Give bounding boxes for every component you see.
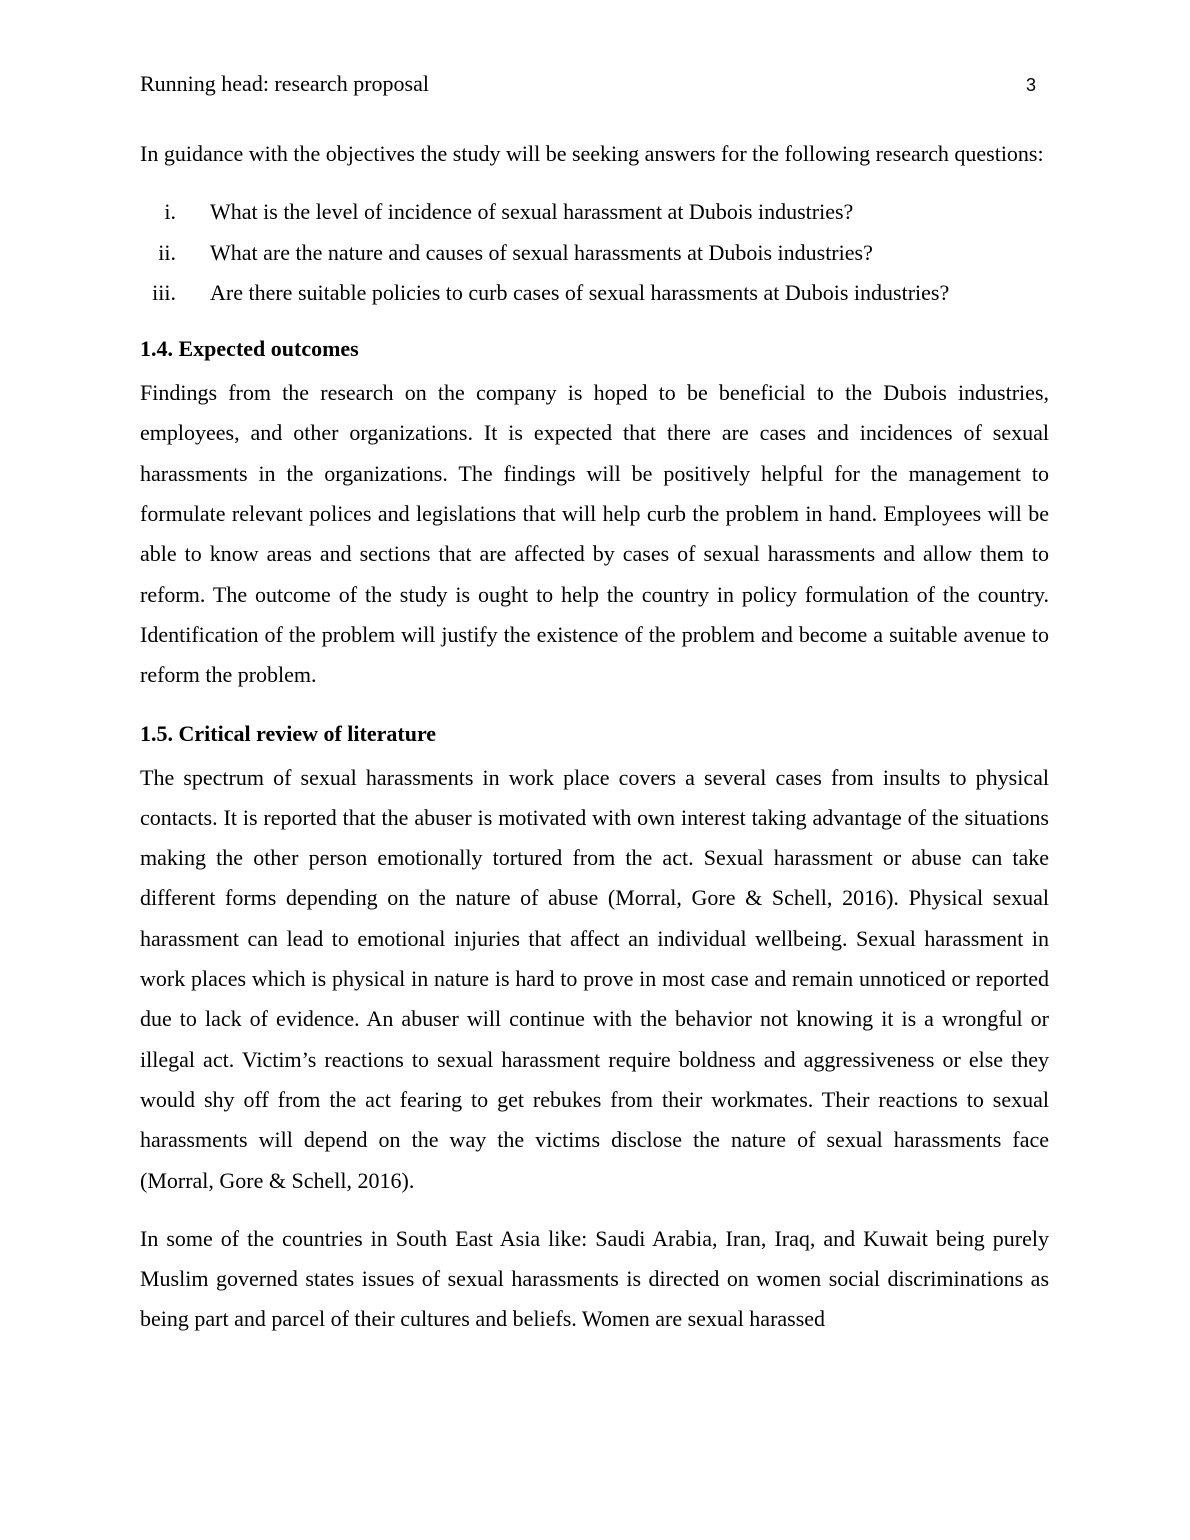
list-item-number: ii. [158, 239, 176, 265]
section-heading-expected-outcomes: 1.4. Expected outcomes [140, 336, 359, 362]
list-item [140, 273, 1049, 313]
literature-review-paragraph-1: The spectrum of sexual harassments in work place covers a several cases from insults to physical contacts. It is reported that the abuser is motivated with own interest taking advantage of the situations making the other person emotionally tortured from the act. Sexual harassment or abuse can take different forms depending on the nature of abuse (Morral, Gore & Schell, 2016). Physical sexual harassment can lead to emotional injuries that affect an individual wellbeing. Sexual harassment in work places which is physical in nature is hard to prove in most case and remain unnoticed or reported due to lack of evidence. An abuser will continue with the behavior not knowing it is a wrongful or illegal act. Victim’s reactions to sexual harassment require boldness and aggressiveness or else they would shy off from the act fearing to get rebukes from their workmates. Their reactions to sexual harassments will depend on the way the victims disclose the nature of sexual harassments face (Morral, Gore & Schell, 2016). [140, 764, 1049, 1193]
page-header [140, 70, 1040, 100]
list-item [140, 192, 1049, 232]
research-questions-list [140, 192, 1049, 313]
literature-review-paragraph-2: In some of the countries in South East Asia like: Saudi Arabia, Iran, Iraq, and Kuwait being purely Muslim governed states issues of sexual harassments is directed on women social discriminations as being part and parcel of their cultures and beliefs. Women are sexual harassed [140, 1225, 1049, 1332]
list-item [140, 233, 1049, 273]
intro-paragraph: In guidance with the objectives the study will be seeking answers for the following research questions: [140, 141, 1044, 166]
section-heading-literature-review: 1.5. Critical review of literature [140, 720, 437, 746]
list-item-number: iii. [152, 279, 176, 305]
running-head: Running head: research proposal [140, 71, 429, 96]
list-item-text: What is the level of incidence of sexual harassment at Dubois industries? [210, 199, 854, 225]
list-item-number: i. [164, 199, 176, 225]
document-body [140, 134, 1049, 1340]
page-number: 3 [1025, 75, 1036, 95]
list-item-text: Are there suitable policies to curb cases of sexual harassments at Dubois industries? [210, 279, 950, 305]
expected-outcomes-paragraph: Findings from the research on the company is hoped to be beneficial to the Dubois industries, employees, and other organizations. It is expected that there are cases and incidences of sexual harassments in the organizations. The findings will be positively helpful for the management to formulate relevant polices and legislations that will help curb the problem in hand. Employees will be able to know areas and sections that are affected by cases of sexual harassments and allow them to reform. The outcome of the study is ought to help the country in policy formulation of the country. Identification of the problem will justify the existence of the problem and become a suitable avenue to reform the problem. [140, 380, 1049, 688]
list-item-text: What are the nature and causes of sexual harassments at Dubois industries? [210, 239, 873, 265]
